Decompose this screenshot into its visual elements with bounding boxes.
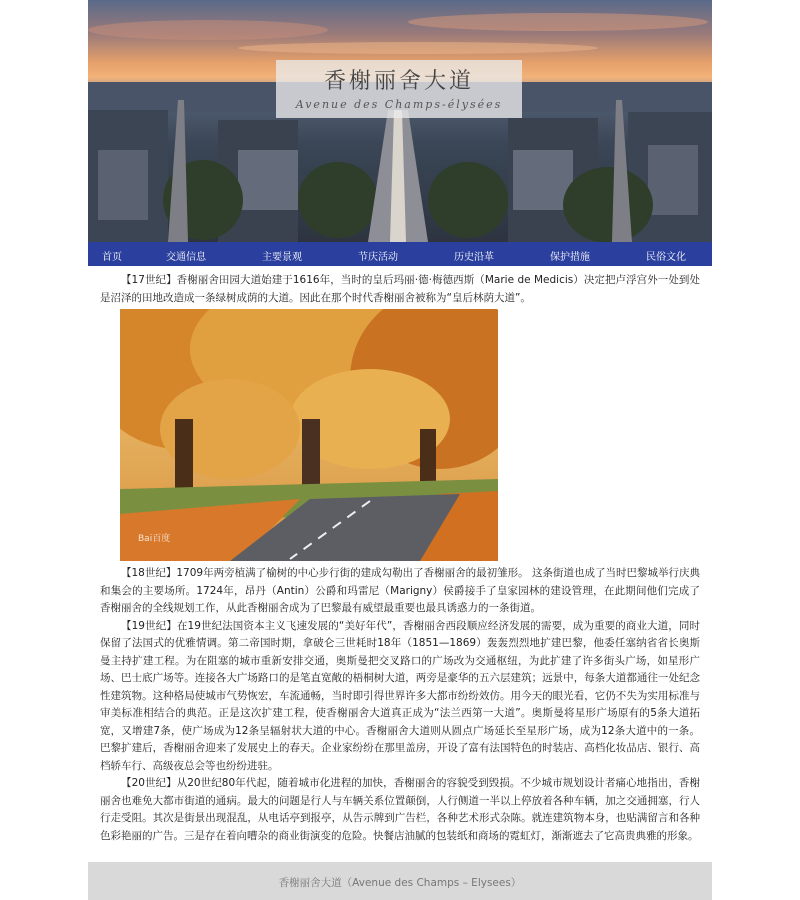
photo-wrapper <box>100 309 700 561</box>
nav-item-festivals[interactable]: 节庆活动 <box>358 252 398 263</box>
nav-item-protection[interactable]: 保护措施 <box>550 252 590 263</box>
nav-item-history[interactable]: 历史沿革 <box>454 252 494 263</box>
footer-text: 香榭丽舍大道（Avenue des Champs – Elysees） <box>278 877 522 889</box>
autumn-road-photo <box>120 309 498 561</box>
nav-item-traffic[interactable]: 交通信息 <box>166 252 206 263</box>
photo-watermark: Bai百度 <box>138 534 171 544</box>
city-skyline-image <box>88 0 712 242</box>
page-footer <box>88 862 712 900</box>
article-content <box>100 272 700 845</box>
paragraph-19th-century: 【19世纪】在19世纪法国资本主义飞速发展的“美好年代”，香榭丽舍西段顺应经济发展的需要，成为重要的商业大道，同时保留了法国式的优雅情调。第二帝国时期，拿破仑三世耗时18年（1851—1869）轰轰烈烈地扩建巴黎，他委任塞纳省省长奥斯曼主持扩建工程。为在阻塞的城市重新安排交通，奥斯曼把交叉路口的广场改为交通枢纽，为此扩建了许多街头广场，如星形广场、巴士底广场等。连接各大广场路口的是笔直宽敞的梧桐树大道，两旁是豪华的五六层建筑；远景中，每条大道都通往一处纪念性建筑物。这种格局使城市气势恢宏，车流通畅，当时即引得世界许多大都市纷纷效仿。用今天的眼光看，它仍不失为实用标准与审美标准相结合的典范。正是这次扩建工程，使香榭丽舍大道真正成为“法兰西第一大道”。奥斯曼将星形广场原有的5条大道拓宽，又增建7条，使广场成为12条呈辐射状大道的中心。香榭丽舍大道则从圆点广场延长至星形广场，成为12条大道中的一条。巴黎扩建后，香榭丽舍迎来了发展史上的春天。企业家纷纷在那里盖房，开设了富有法国特色的时装店、高档化妆品店、银行、高档轿车行、高级夜总会等也纷纷进驻。 <box>100 619 700 772</box>
banner-title-box <box>276 60 522 118</box>
paragraph-18th-century: 【18世纪】1709年两旁植满了榆树的中心步行街的建成勾勒出了香榭丽舍的最初雏形。 这条街道也成了当时巴黎城举行庆典和集会的主要场所。1724年，昂丹（Antin）公爵和玛雷尼（Marigny）侯爵接手了皇家园林的建设管理，在此期间他们完成了香榭丽舍的全线规划工作，从此香榭丽舍成为了巴黎最有威望最重要也最具诱惑力的一条街道。 <box>100 567 700 614</box>
nav-item-landscape[interactable]: 主要景观 <box>262 252 302 263</box>
nav-item-home[interactable]: 首页 <box>102 252 122 263</box>
paragraph-20th-century: 【20世纪】从20世纪80年代起，随着城市化进程的加快，香榭丽舍的容貌受到毁损。不少城市规划设计者痛心地指出，香榭丽舍也难免大都市街道的通病。最大的问题是行人与车辆关系位置颠倒，人行侧道一半以上停放着各种车辆，加之交通拥塞，行人行走受阻。其次是街景出现混乱，从电话亭到报亭，从告示牌到广告栏，各种艺术形式杂陈。就连建筑物本身，也贴满留言和各种色彩艳丽的广告。三是存在着向嘈杂的商业街演变的危险。快餐店油腻的包装纸和商场的霓虹灯，渐渐遮去了它高贵典雅的形象。 <box>100 777 700 842</box>
main-container <box>88 0 712 900</box>
main-nav <box>88 242 712 266</box>
header-banner <box>88 0 712 242</box>
paragraph-17th-century: 【17世纪】香榭丽舍田园大道始建于1616年，当时的皇后玛丽·德·梅德西斯（Marie de Medicis）决定把卢浮宫外一处到处是沼泽的田地改造成一条绿树成荫的大道。因此在那个时代香榭丽舍被称为“皇后林荫大道”。 <box>100 274 700 304</box>
banner-title: 香榭丽舍大道 <box>323 69 474 94</box>
banner-subtitle: Avenue des Champs-élysées <box>295 98 503 111</box>
nav-item-folk-culture[interactable]: 民俗文化 <box>646 252 686 263</box>
